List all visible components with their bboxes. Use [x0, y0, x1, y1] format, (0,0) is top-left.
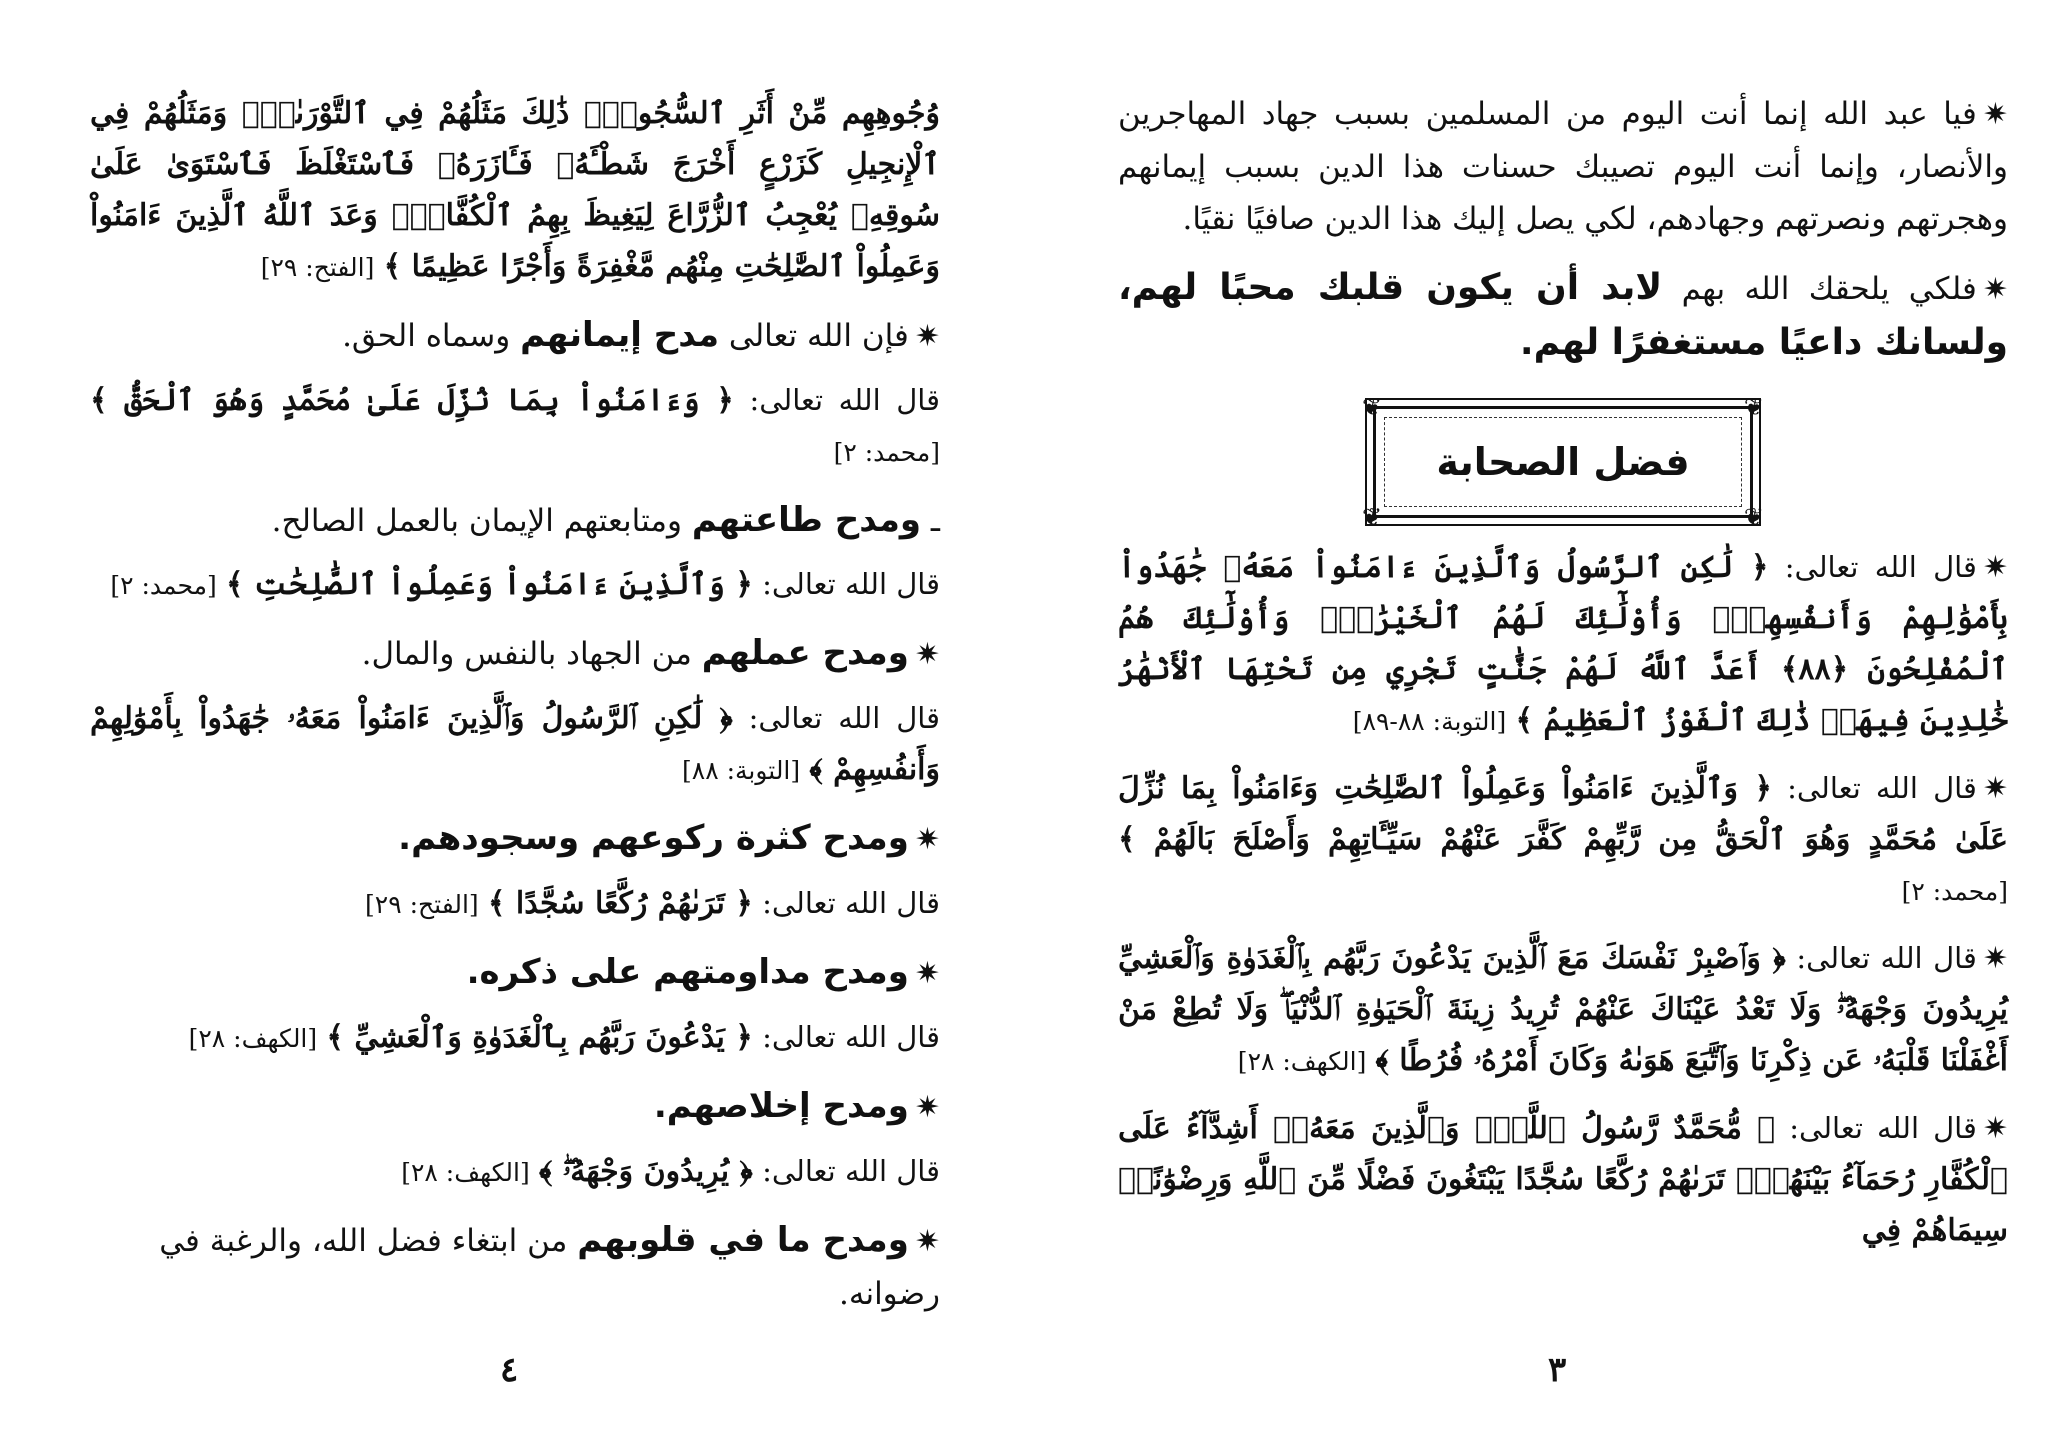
verse-block: [1118, 542, 2008, 747]
verse-block: [90, 1146, 940, 1198]
ornament-icon: ❦: [1743, 503, 1764, 531]
star-icon: ✷: [1982, 941, 2009, 976]
verse-block: [90, 1012, 940, 1064]
heading-rest: وسماه الحق.: [342, 318, 511, 354]
quran-verse: ﴿ وَٱلَّذِينَ ءَامَنُواْ وَعَمِلُواْ ٱلصَّٰلِحَٰتِ ﴾: [226, 567, 753, 602]
intro-paragraph-2: [1118, 261, 2008, 370]
intro-text-1: فيا عبد الله إنما أنت اليوم من المسلمين بسبب جهاد المهاجرين والأنصار، وإنما أنت اليوم تصيبك حسنات هذا الدين بسبب إيمانهم وهجرتهم ونصرتهم وجهادهم، لكي يصل إليك هذا الدين صافيًا نقيًا.: [1118, 96, 2008, 237]
verse-reference: [الفتح: ٢٩]: [260, 253, 375, 282]
verse-reference: [الكهف: ٢٨]: [401, 1158, 530, 1187]
verse-intro: قال الله تعالى:: [762, 567, 940, 601]
star-icon: ✷: [1982, 550, 2008, 585]
verse-reference: [التوبة: ٨٨-٨٩]: [1352, 707, 1507, 736]
star-icon: ✷: [1982, 272, 2008, 307]
verse-intro: قال الله تعالى:: [1789, 1111, 1977, 1145]
verse-intro: قال الله تعالى:: [748, 701, 940, 735]
verse-block: [1118, 933, 2008, 1087]
heading-emphasis: ومدح مداومتهم على ذكره.: [466, 952, 909, 992]
quran-verse: ﴿ يُرِيدُونَ وَجْهَهُۥۖ ﴾: [538, 1154, 753, 1189]
verse-reference: [محمد: ٢]: [833, 438, 940, 467]
section-title: فضل الصحابة: [1436, 440, 1690, 484]
praise-heading: [90, 1214, 940, 1320]
page-4: [0, 0, 1010, 1442]
heading-rest: ومتابعتهم الإيمان بالعمل الصالح.: [271, 503, 683, 539]
star-icon: ✷: [914, 956, 940, 991]
verse-block: [1118, 763, 2008, 917]
section-title-frame: [1118, 393, 2008, 531]
quran-verse: ﴿ لَٰكِنِ ٱلرَّسُولُ وَٱلَّذِينَ ءَامَنُواْ مَعَهُۥ جَٰهَدُواْ بِأَمْوَٰلِهِمْ وَأَنفُسِهِمْۚ وَأُوْلَٰٓئِكَ لَهُمُ ٱلْخَيْرَٰتُۖ وَأُوْلَٰٓئِكَ هُمُ ٱلْمُفْلِحُونَ ﴿٨٨﴾ أَعَدَّ ٱللَّهُ لَهُمْ جَنَّٰتٍ تَجْرِي مِن تَحْتِهَا ٱلْأَنْهَٰرُ خَٰلِدِينَ فِيهَاۚ ذَٰلِكَ ٱلْفَوْزُ ٱلْعَظِيمُ ﴾: [1118, 550, 2008, 738]
star-icon: ✷: [1982, 97, 2008, 132]
intro-text-2: فلكي يلحقك الله بهم: [1681, 271, 1977, 307]
heading-prefix: فإن الله تعالى: [728, 318, 909, 354]
praise-heading: [90, 946, 940, 1000]
quran-verse: ﴿ يَدْعُونَ رَبَّهُم بِٱلْغَدَوٰةِ وَٱلْعَشِيِّ ﴾: [326, 1020, 753, 1055]
page-number: ٤: [500, 1350, 519, 1390]
star-icon: ✷: [1982, 771, 2008, 806]
verse-block: [90, 693, 940, 796]
star-icon: ✷: [914, 1224, 940, 1259]
praise-heading: [90, 309, 940, 363]
verse-intro: قال الله تعالى:: [1784, 550, 1977, 584]
verse-block: [90, 375, 940, 478]
verse-continuation: [90, 88, 940, 293]
quran-verse: ﴿ وَٱلَّذِينَ ءَامَنُواْ وَعَمِلُواْ ٱلصَّٰلِحَٰتِ وَءَامَنُواْ بِمَا نُزِّلَ عَلَىٰ مُحَمَّدٍ وَهُوَ ٱلْحَقُّ مِن رَّبِّهِمْ كَفَّرَ عَنْهُمْ سَيِّـَٔاتِهِمْ وَأَصْلَحَ بَالَهُمْ ﴾: [1118, 771, 2008, 857]
quran-verse: ﴿ وَءَامَنُواْ بِمَا نُزِّلَ عَلَىٰ مُحَمَّدٍ وَهُوَ ٱلْحَقُّ ﴾: [90, 383, 734, 418]
page-number: ٣: [1548, 1350, 1567, 1390]
verse-reference: [الكهف: ٢٨]: [1237, 1047, 1367, 1076]
verse-intro: قال الله تعالى:: [1796, 941, 1977, 975]
heading-emphasis: ومدح كثرة ركوعهم وسجودهم.: [398, 818, 909, 858]
page-3: [1028, 0, 2048, 1442]
verse-reference: [محمد: ٢]: [1901, 877, 2008, 906]
verse-intro: قال الله تعالى:: [762, 1154, 940, 1188]
heading-rest: من الجهاد بالنفس والمال.: [361, 636, 692, 672]
star-icon: ✷: [914, 1090, 940, 1125]
quran-verse: ﴿ مُّحَمَّدٌ رَّسُولُ ٱللَّهِۚ وَٱلَّذِينَ مَعَهُۥٓ أَشِدَّآءُ عَلَى ٱلْكُفَّارِ رُحَمَآءُ بَيْنَهُمْۖ تَرَىٰهُمْ رُكَّعًا سُجَّدًا يَبْتَغُونَ فَضْلًا مِّنَ ٱللَّهِ وَرِضْوَٰنًاۖ سِيمَاهُمْ فِي: [1118, 1111, 2008, 1248]
verse-intro: قال الله تعالى:: [762, 886, 940, 920]
verse-intro: قال الله تعالى:: [1787, 771, 1977, 805]
intro-emphasis: لابد أن يكون قلبك محبًا لهم، ولسانك داعيًا مستغفرًا لهم.: [1118, 267, 2008, 363]
verse-intro: قال الله تعالى:: [749, 383, 940, 417]
ornament-icon: ❦: [1362, 393, 1383, 421]
verse-intro: قال الله تعالى:: [762, 1020, 940, 1054]
intro-paragraph-1: [1118, 88, 2008, 245]
quran-verse: ﴿ وَٱصْبِرْ نَفْسَكَ مَعَ ٱلَّذِينَ يَدْعُونَ رَبَّهُم بِٱلْغَدَوٰةِ وَٱلْعَشِيِّ يُرِيدُونَ وَجْهَهُۥۖ وَلَا تَعْدُ عَيْنَاكَ عَنْهُمْ تُرِيدُ زِينَةَ ٱلْحَيَوٰةِ ٱلدُّنْيَاۖ وَلَا تُطِعْ مَنْ أَغْفَلْنَا قَلْبَهُۥ عَن ذِكْرِنَا وَٱتَّبَعَ هَوَىٰهُ وَكَانَ أَمْرُهُۥ فُرُطًا ﴾: [1118, 941, 2008, 1078]
verse-block: [90, 878, 940, 930]
heading-prefix: ـ: [930, 503, 940, 539]
star-icon: ✷: [1982, 1111, 2008, 1146]
star-icon: ✷: [914, 637, 940, 672]
quran-verse: ﴿ لَٰكِنِ ٱلرَّسُولُ وَٱلَّذِينَ ءَامَنُواْ مَعَهُۥ جَٰهَدُواْ بِأَمْوَٰلِهِمْ وَأَنفُسِهِمْ ﴾: [90, 701, 940, 787]
praise-heading: [90, 494, 940, 547]
quran-verse: ﴿ تَرَىٰهُمْ رُكَّعًا سُجَّدًا ﴾: [487, 886, 753, 921]
heading-emphasis: ومدح طاعتهم: [691, 500, 922, 540]
heading-emphasis: مدح إيمانهم: [520, 315, 719, 355]
heading-emphasis: ومدح ما في قلوبهم: [577, 1220, 909, 1260]
praise-heading: [90, 1080, 940, 1134]
praise-heading: [90, 627, 940, 681]
verse-reference: [محمد: ٢]: [110, 571, 217, 600]
ornament-icon: ❦: [1743, 393, 1764, 421]
verse-block: [90, 559, 940, 611]
verse-reference: [الفتح: ٢٩]: [365, 890, 479, 919]
praise-heading: [90, 812, 940, 866]
verse-reference: [التوبة: ٨٨]: [682, 756, 801, 785]
quran-verse: وُجُوهِهِم مِّنْ أَثَرِ ٱلسُّجُودِۚ ذَٰلِكَ مَثَلُهُمْ فِي ٱلتَّوْرَىٰةِۚ وَمَثَلُهُمْ فِي ٱلْإِنجِيلِ كَزَرْعٍ أَخْرَجَ شَطْـَٔهُۥ فَـَٔازَرَهُۥ فَٱسْتَغْلَظَ فَٱسْتَوَىٰ عَلَىٰ سُوقِهِۦ يُعْجِبُ ٱلزُّرَّاعَ لِيَغِيظَ بِهِمُ ٱلْكُفَّارَۗ وَعَدَ ٱللَّهُ ٱلَّذِينَ ءَامَنُواْ وَعَمِلُواْ ٱلصَّٰلِحَٰتِ مِنْهُم مَّغْفِرَةً وَأَجْرًا عَظِيمًا ﴾: [90, 96, 940, 284]
ornament-icon: ❦: [1362, 503, 1383, 531]
star-icon: ✷: [914, 822, 940, 857]
heading-rest: من ابتغاء فضل الله، والرغبة في رضوانه.: [159, 1223, 940, 1312]
heading-emphasis: ومدح إخلاصهم.: [653, 1086, 909, 1126]
ornamental-frame: [1362, 393, 1764, 531]
star-icon: ✷: [914, 319, 940, 354]
verse-reference: [الكهف: ٢٨]: [188, 1024, 318, 1053]
verse-block: [1118, 1103, 2008, 1256]
heading-emphasis: ومدح عملهم: [701, 633, 909, 673]
